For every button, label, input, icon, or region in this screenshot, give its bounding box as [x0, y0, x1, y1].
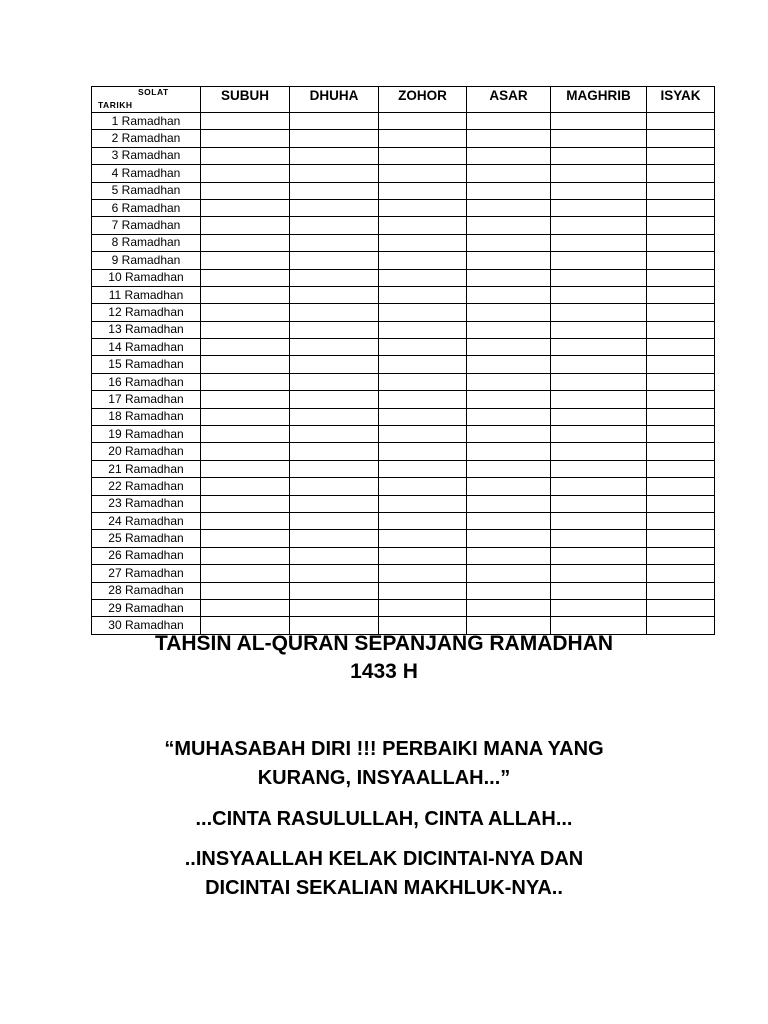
- table-row: [92, 582, 715, 599]
- table-row: [92, 269, 715, 286]
- checkbox-cell-asar[interactable]: [467, 234, 551, 251]
- checkbox-cell-asar[interactable]: [467, 339, 551, 356]
- checkbox-cell-subuh[interactable]: [201, 582, 290, 599]
- checkbox-cell-dhuha[interactable]: [290, 565, 379, 582]
- checkbox-cell-dhuha[interactable]: [290, 304, 379, 321]
- table-row: [92, 147, 715, 164]
- checkbox-cell-subuh[interactable]: [201, 495, 290, 512]
- table-row: [92, 304, 715, 321]
- header-dhuha: DHUHA: [290, 87, 379, 113]
- checkbox-cell-subuh[interactable]: [201, 286, 290, 303]
- checkbox-cell-isyak[interactable]: [647, 147, 715, 164]
- date-cell: 25 Ramadhan: [92, 530, 201, 547]
- table-header-row: [92, 87, 715, 113]
- checkbox-cell-zohor[interactable]: [379, 286, 467, 303]
- checkbox-cell-isyak[interactable]: [647, 512, 715, 529]
- date-cell: 18 Ramadhan: [92, 408, 201, 425]
- date-cell: 20 Ramadhan: [92, 443, 201, 460]
- checkbox-cell-isyak[interactable]: [647, 565, 715, 582]
- checkbox-cell-isyak[interactable]: [647, 304, 715, 321]
- checkbox-cell-isyak[interactable]: [647, 599, 715, 616]
- checkbox-cell-maghrib[interactable]: [551, 582, 647, 599]
- corner-label-solat: SOLAT: [138, 87, 169, 97]
- date-cell: 10 Ramadhan: [92, 269, 201, 286]
- checkbox-cell-asar[interactable]: [467, 269, 551, 286]
- checkbox-cell-zohor[interactable]: [379, 408, 467, 425]
- date-cell: 12 Ramadhan: [92, 304, 201, 321]
- checkbox-cell-maghrib[interactable]: [551, 512, 647, 529]
- table-row: [92, 408, 715, 425]
- checkbox-cell-asar[interactable]: [467, 373, 551, 390]
- quote-insyaallah: [84, 845, 684, 903]
- checkbox-cell-subuh[interactable]: [201, 269, 290, 286]
- date-cell: 30 Ramadhan: [92, 617, 201, 634]
- checkbox-cell-asar[interactable]: [467, 599, 551, 616]
- checkbox-cell-isyak[interactable]: [647, 547, 715, 564]
- checkbox-cell-dhuha[interactable]: [290, 356, 379, 373]
- checkbox-cell-asar[interactable]: [467, 408, 551, 425]
- checkbox-cell-zohor[interactable]: [379, 252, 467, 269]
- checkbox-cell-dhuha[interactable]: [290, 408, 379, 425]
- checkbox-cell-maghrib[interactable]: [551, 460, 647, 477]
- table-row: [92, 321, 715, 338]
- checkbox-cell-subuh[interactable]: [201, 599, 290, 616]
- date-cell: 13 Ramadhan: [92, 321, 201, 338]
- checkbox-cell-asar[interactable]: [467, 495, 551, 512]
- table-row: [92, 217, 715, 234]
- checkbox-cell-zohor[interactable]: [379, 599, 467, 616]
- checkbox-cell-zohor[interactable]: [379, 356, 467, 373]
- checkbox-cell-isyak[interactable]: [647, 339, 715, 356]
- date-cell: 24 Ramadhan: [92, 512, 201, 529]
- table-row: [92, 512, 715, 529]
- checkbox-cell-zohor[interactable]: [379, 495, 467, 512]
- checkbox-cell-zohor[interactable]: [379, 130, 467, 147]
- checkbox-cell-dhuha[interactable]: [290, 547, 379, 564]
- checkbox-cell-asar[interactable]: [467, 130, 551, 147]
- checkbox-cell-subuh[interactable]: [201, 512, 290, 529]
- corner-header-cell: [92, 87, 201, 113]
- quote-insyaallah-line-1: ..INSYAALLAH KELAK DICINTAI-NYA DAN: [184, 848, 584, 870]
- checkbox-cell-maghrib[interactable]: [551, 547, 647, 564]
- date-cell: 11 Ramadhan: [92, 286, 201, 303]
- checkbox-cell-asar[interactable]: [467, 547, 551, 564]
- checkbox-cell-asar[interactable]: [467, 147, 551, 164]
- checkbox-cell-dhuha[interactable]: [290, 512, 379, 529]
- checkbox-cell-isyak[interactable]: [647, 234, 715, 251]
- checkbox-cell-zohor[interactable]: [379, 182, 467, 199]
- checkbox-cell-subuh[interactable]: [201, 530, 290, 547]
- checkbox-cell-zohor[interactable]: [379, 530, 467, 547]
- table-row: [92, 199, 715, 216]
- checkbox-cell-maghrib[interactable]: [551, 321, 647, 338]
- header-subuh: SUBUH: [201, 87, 290, 113]
- checkbox-cell-maghrib[interactable]: [551, 182, 647, 199]
- checkbox-cell-asar[interactable]: [467, 165, 551, 182]
- checkbox-cell-asar[interactable]: [467, 321, 551, 338]
- quote-muhasabah-line-2: KURANG, INSYAALLAH...”: [257, 767, 511, 789]
- header-asar: ASAR: [467, 87, 551, 113]
- checkbox-cell-isyak[interactable]: [647, 217, 715, 234]
- checkbox-cell-maghrib[interactable]: [551, 269, 647, 286]
- checkbox-cell-dhuha[interactable]: [290, 321, 379, 338]
- date-cell: 26 Ramadhan: [92, 547, 201, 564]
- checkbox-cell-zohor[interactable]: [379, 426, 467, 443]
- date-cell: 19 Ramadhan: [92, 426, 201, 443]
- checkbox-cell-zohor[interactable]: [379, 147, 467, 164]
- checkbox-cell-dhuha[interactable]: [290, 599, 379, 616]
- checkbox-cell-zohor[interactable]: [379, 512, 467, 529]
- checkbox-cell-isyak[interactable]: [647, 460, 715, 477]
- date-cell: 5 Ramadhan: [92, 182, 201, 199]
- checkbox-cell-subuh[interactable]: [201, 443, 290, 460]
- checkbox-cell-asar[interactable]: [467, 565, 551, 582]
- checkbox-cell-subuh[interactable]: [201, 339, 290, 356]
- checkbox-cell-maghrib[interactable]: [551, 408, 647, 425]
- page-heading: [84, 630, 684, 686]
- checkbox-cell-isyak[interactable]: [647, 182, 715, 199]
- checkbox-cell-zohor[interactable]: [379, 321, 467, 338]
- checkbox-cell-subuh[interactable]: [201, 199, 290, 216]
- heading-line-1: TAHSIN AL-QURAN SEPANJANG RAMADHAN: [154, 632, 614, 655]
- checkbox-cell-zohor[interactable]: [379, 565, 467, 582]
- checkbox-cell-zohor[interactable]: [379, 373, 467, 390]
- date-cell: 17 Ramadhan: [92, 391, 201, 408]
- table-row: [92, 356, 715, 373]
- checkbox-cell-dhuha[interactable]: [290, 478, 379, 495]
- checkbox-cell-asar[interactable]: [467, 304, 551, 321]
- checkbox-cell-dhuha[interactable]: [290, 147, 379, 164]
- checkbox-cell-isyak[interactable]: [647, 408, 715, 425]
- checkbox-cell-dhuha[interactable]: [290, 252, 379, 269]
- checkbox-cell-subuh[interactable]: [201, 165, 290, 182]
- checkbox-cell-dhuha[interactable]: [290, 217, 379, 234]
- checkbox-cell-subuh[interactable]: [201, 234, 290, 251]
- checkbox-cell-subuh[interactable]: [201, 547, 290, 564]
- checkbox-cell-isyak[interactable]: [647, 478, 715, 495]
- checkbox-cell-subuh[interactable]: [201, 130, 290, 147]
- checkbox-cell-isyak[interactable]: [647, 356, 715, 373]
- checkbox-cell-dhuha[interactable]: [290, 426, 379, 443]
- corner-label-tarikh: TARIKH: [98, 100, 133, 110]
- checkbox-cell-subuh[interactable]: [201, 321, 290, 338]
- table-row: [92, 234, 715, 251]
- checkbox-cell-dhuha[interactable]: [290, 495, 379, 512]
- date-cell: 16 Ramadhan: [92, 373, 201, 390]
- checkbox-cell-zohor[interactable]: [379, 460, 467, 477]
- checkbox-cell-asar[interactable]: [467, 252, 551, 269]
- checkbox-cell-subuh[interactable]: [201, 460, 290, 477]
- table-row: [92, 443, 715, 460]
- header-isyak: ISYAK: [647, 87, 715, 113]
- checkbox-cell-dhuha[interactable]: [290, 234, 379, 251]
- checkbox-cell-isyak[interactable]: [647, 321, 715, 338]
- checkbox-cell-maghrib[interactable]: [551, 147, 647, 164]
- checkbox-cell-maghrib[interactable]: [551, 373, 647, 390]
- table-row: [92, 547, 715, 564]
- checkbox-cell-dhuha[interactable]: [290, 182, 379, 199]
- date-cell: 6 Ramadhan: [92, 199, 201, 216]
- checkbox-cell-asar[interactable]: [467, 286, 551, 303]
- checkbox-cell-asar[interactable]: [467, 426, 551, 443]
- date-cell: 9 Ramadhan: [92, 252, 201, 269]
- checkbox-cell-zohor[interactable]: [379, 391, 467, 408]
- checkbox-cell-asar[interactable]: [467, 199, 551, 216]
- table-row: [92, 252, 715, 269]
- checkbox-cell-asar[interactable]: [467, 530, 551, 547]
- checkbox-cell-maghrib[interactable]: [551, 234, 647, 251]
- checkbox-cell-zohor[interactable]: [379, 304, 467, 321]
- checkbox-cell-maghrib[interactable]: [551, 130, 647, 147]
- date-cell: 28 Ramadhan: [92, 582, 201, 599]
- checkbox-cell-zohor[interactable]: [379, 234, 467, 251]
- date-cell: 2 Ramadhan: [92, 130, 201, 147]
- checkbox-cell-isyak[interactable]: [647, 130, 715, 147]
- checkbox-cell-isyak[interactable]: [647, 443, 715, 460]
- checkbox-cell-maghrib[interactable]: [551, 391, 647, 408]
- checkbox-cell-isyak[interactable]: [647, 252, 715, 269]
- checkbox-cell-zohor[interactable]: [379, 113, 467, 130]
- checkbox-cell-asar[interactable]: [467, 356, 551, 373]
- checkbox-cell-asar[interactable]: [467, 460, 551, 477]
- table-body: [92, 113, 715, 635]
- table-row: [92, 286, 715, 303]
- table-row: [92, 460, 715, 477]
- checkbox-cell-subuh[interactable]: [201, 565, 290, 582]
- checkbox-cell-asar[interactable]: [467, 582, 551, 599]
- checkbox-cell-maghrib[interactable]: [551, 252, 647, 269]
- date-cell: 23 Ramadhan: [92, 495, 201, 512]
- checkbox-cell-dhuha[interactable]: [290, 130, 379, 147]
- checkbox-cell-zohor[interactable]: [379, 582, 467, 599]
- checkbox-cell-subuh[interactable]: [201, 408, 290, 425]
- checkbox-cell-maghrib[interactable]: [551, 199, 647, 216]
- table-row: [92, 495, 715, 512]
- table-row: [92, 391, 715, 408]
- checkbox-cell-dhuha[interactable]: [290, 373, 379, 390]
- checkbox-cell-zohor[interactable]: [379, 443, 467, 460]
- checkbox-cell-isyak[interactable]: [647, 495, 715, 512]
- checkbox-cell-subuh[interactable]: [201, 478, 290, 495]
- checkbox-cell-zohor[interactable]: [379, 269, 467, 286]
- checkbox-cell-dhuha[interactable]: [290, 391, 379, 408]
- header-maghrib: MAGHRIB: [551, 87, 647, 113]
- checkbox-cell-dhuha[interactable]: [290, 199, 379, 216]
- checkbox-cell-maghrib[interactable]: [551, 599, 647, 616]
- checkbox-cell-zohor[interactable]: [379, 339, 467, 356]
- checkbox-cell-asar[interactable]: [467, 182, 551, 199]
- checkbox-cell-maghrib[interactable]: [551, 530, 647, 547]
- date-cell: 8 Ramadhan: [92, 234, 201, 251]
- checkbox-cell-isyak[interactable]: [647, 286, 715, 303]
- date-cell: 22 Ramadhan: [92, 478, 201, 495]
- solat-tracking-table: [91, 86, 715, 635]
- table-row: [92, 182, 715, 199]
- date-cell: 15 Ramadhan: [92, 356, 201, 373]
- table-row: [92, 113, 715, 130]
- checkbox-cell-zohor[interactable]: [379, 199, 467, 216]
- table-row: [92, 478, 715, 495]
- checkbox-cell-isyak[interactable]: [647, 426, 715, 443]
- date-cell: 3 Ramadhan: [92, 147, 201, 164]
- checkbox-cell-zohor[interactable]: [379, 547, 467, 564]
- table-row: [92, 373, 715, 390]
- checkbox-cell-maghrib[interactable]: [551, 495, 647, 512]
- checkbox-cell-dhuha[interactable]: [290, 460, 379, 477]
- checkbox-cell-zohor[interactable]: [379, 478, 467, 495]
- checkbox-cell-maghrib[interactable]: [551, 113, 647, 130]
- checkbox-cell-maghrib[interactable]: [551, 478, 647, 495]
- title-block: [84, 630, 684, 903]
- checkbox-cell-dhuha[interactable]: [290, 339, 379, 356]
- checkbox-cell-maghrib[interactable]: [551, 443, 647, 460]
- checkbox-cell-isyak[interactable]: [647, 530, 715, 547]
- heading-line-2: 1433 H: [350, 660, 418, 683]
- checkbox-cell-isyak[interactable]: [647, 199, 715, 216]
- checkbox-cell-maghrib[interactable]: [551, 426, 647, 443]
- quote-muhasabah-line-1: “MUHASABAH DIRI !!! PERBAIKI MANA YANG: [164, 738, 604, 760]
- quote-insyaallah-line-2: DICINTAI SEKALIAN MAKHLUK-NYA..: [205, 877, 563, 899]
- table-row: [92, 426, 715, 443]
- quote-muhasabah: [84, 735, 684, 793]
- checkbox-cell-subuh[interactable]: [201, 356, 290, 373]
- checkbox-cell-maghrib[interactable]: [551, 286, 647, 303]
- checkbox-cell-isyak[interactable]: [647, 373, 715, 390]
- checkbox-cell-subuh[interactable]: [201, 182, 290, 199]
- checkbox-cell-maghrib[interactable]: [551, 356, 647, 373]
- checkbox-cell-subuh[interactable]: [201, 147, 290, 164]
- checkbox-cell-asar[interactable]: [467, 113, 551, 130]
- checkbox-cell-asar[interactable]: [467, 443, 551, 460]
- checkbox-cell-isyak[interactable]: [647, 391, 715, 408]
- checkbox-cell-subuh[interactable]: [201, 391, 290, 408]
- header-zohor: ZOHOR: [379, 87, 467, 113]
- checkbox-cell-maghrib[interactable]: [551, 304, 647, 321]
- checkbox-cell-subuh[interactable]: [201, 373, 290, 390]
- checkbox-cell-dhuha[interactable]: [290, 530, 379, 547]
- checkbox-cell-dhuha[interactable]: [290, 582, 379, 599]
- table-row: [92, 530, 715, 547]
- date-cell: 7 Ramadhan: [92, 217, 201, 234]
- checkbox-cell-asar[interactable]: [467, 478, 551, 495]
- checkbox-cell-dhuha[interactable]: [290, 269, 379, 286]
- date-cell: 27 Ramadhan: [92, 565, 201, 582]
- checkbox-cell-zohor[interactable]: [379, 165, 467, 182]
- checkbox-cell-subuh[interactable]: [201, 304, 290, 321]
- checkbox-cell-maghrib[interactable]: [551, 165, 647, 182]
- date-cell: 29 Ramadhan: [92, 599, 201, 616]
- checkbox-cell-subuh[interactable]: [201, 252, 290, 269]
- date-cell: 4 Ramadhan: [92, 165, 201, 182]
- date-cell: 1 Ramadhan: [92, 113, 201, 130]
- table-row: [92, 165, 715, 182]
- checkbox-cell-asar[interactable]: [467, 512, 551, 529]
- checkbox-cell-subuh[interactable]: [201, 426, 290, 443]
- table-row: [92, 339, 715, 356]
- checkbox-cell-asar[interactable]: [467, 217, 551, 234]
- checkbox-cell-isyak[interactable]: [647, 582, 715, 599]
- checkbox-cell-dhuha[interactable]: [290, 113, 379, 130]
- checkbox-cell-subuh[interactable]: [201, 217, 290, 234]
- table-row: [92, 130, 715, 147]
- checkbox-cell-asar[interactable]: [467, 391, 551, 408]
- checkbox-cell-maghrib[interactable]: [551, 565, 647, 582]
- checkbox-cell-zohor[interactable]: [379, 217, 467, 234]
- date-cell: 14 Ramadhan: [92, 339, 201, 356]
- checkbox-cell-dhuha[interactable]: [290, 443, 379, 460]
- checkbox-cell-subuh[interactable]: [201, 113, 290, 130]
- quote-cinta: ...CINTA RASULULLAH, CINTA ALLAH...: [195, 808, 573, 830]
- date-cell: 21 Ramadhan: [92, 460, 201, 477]
- checkbox-cell-dhuha[interactable]: [290, 165, 379, 182]
- checkbox-cell-maghrib[interactable]: [551, 339, 647, 356]
- checkbox-cell-dhuha[interactable]: [290, 286, 379, 303]
- checkbox-cell-isyak[interactable]: [647, 269, 715, 286]
- table-row: [92, 599, 715, 616]
- checkbox-cell-isyak[interactable]: [647, 113, 715, 130]
- table-row: [92, 565, 715, 582]
- checkbox-cell-maghrib[interactable]: [551, 217, 647, 234]
- checkbox-cell-isyak[interactable]: [647, 165, 715, 182]
